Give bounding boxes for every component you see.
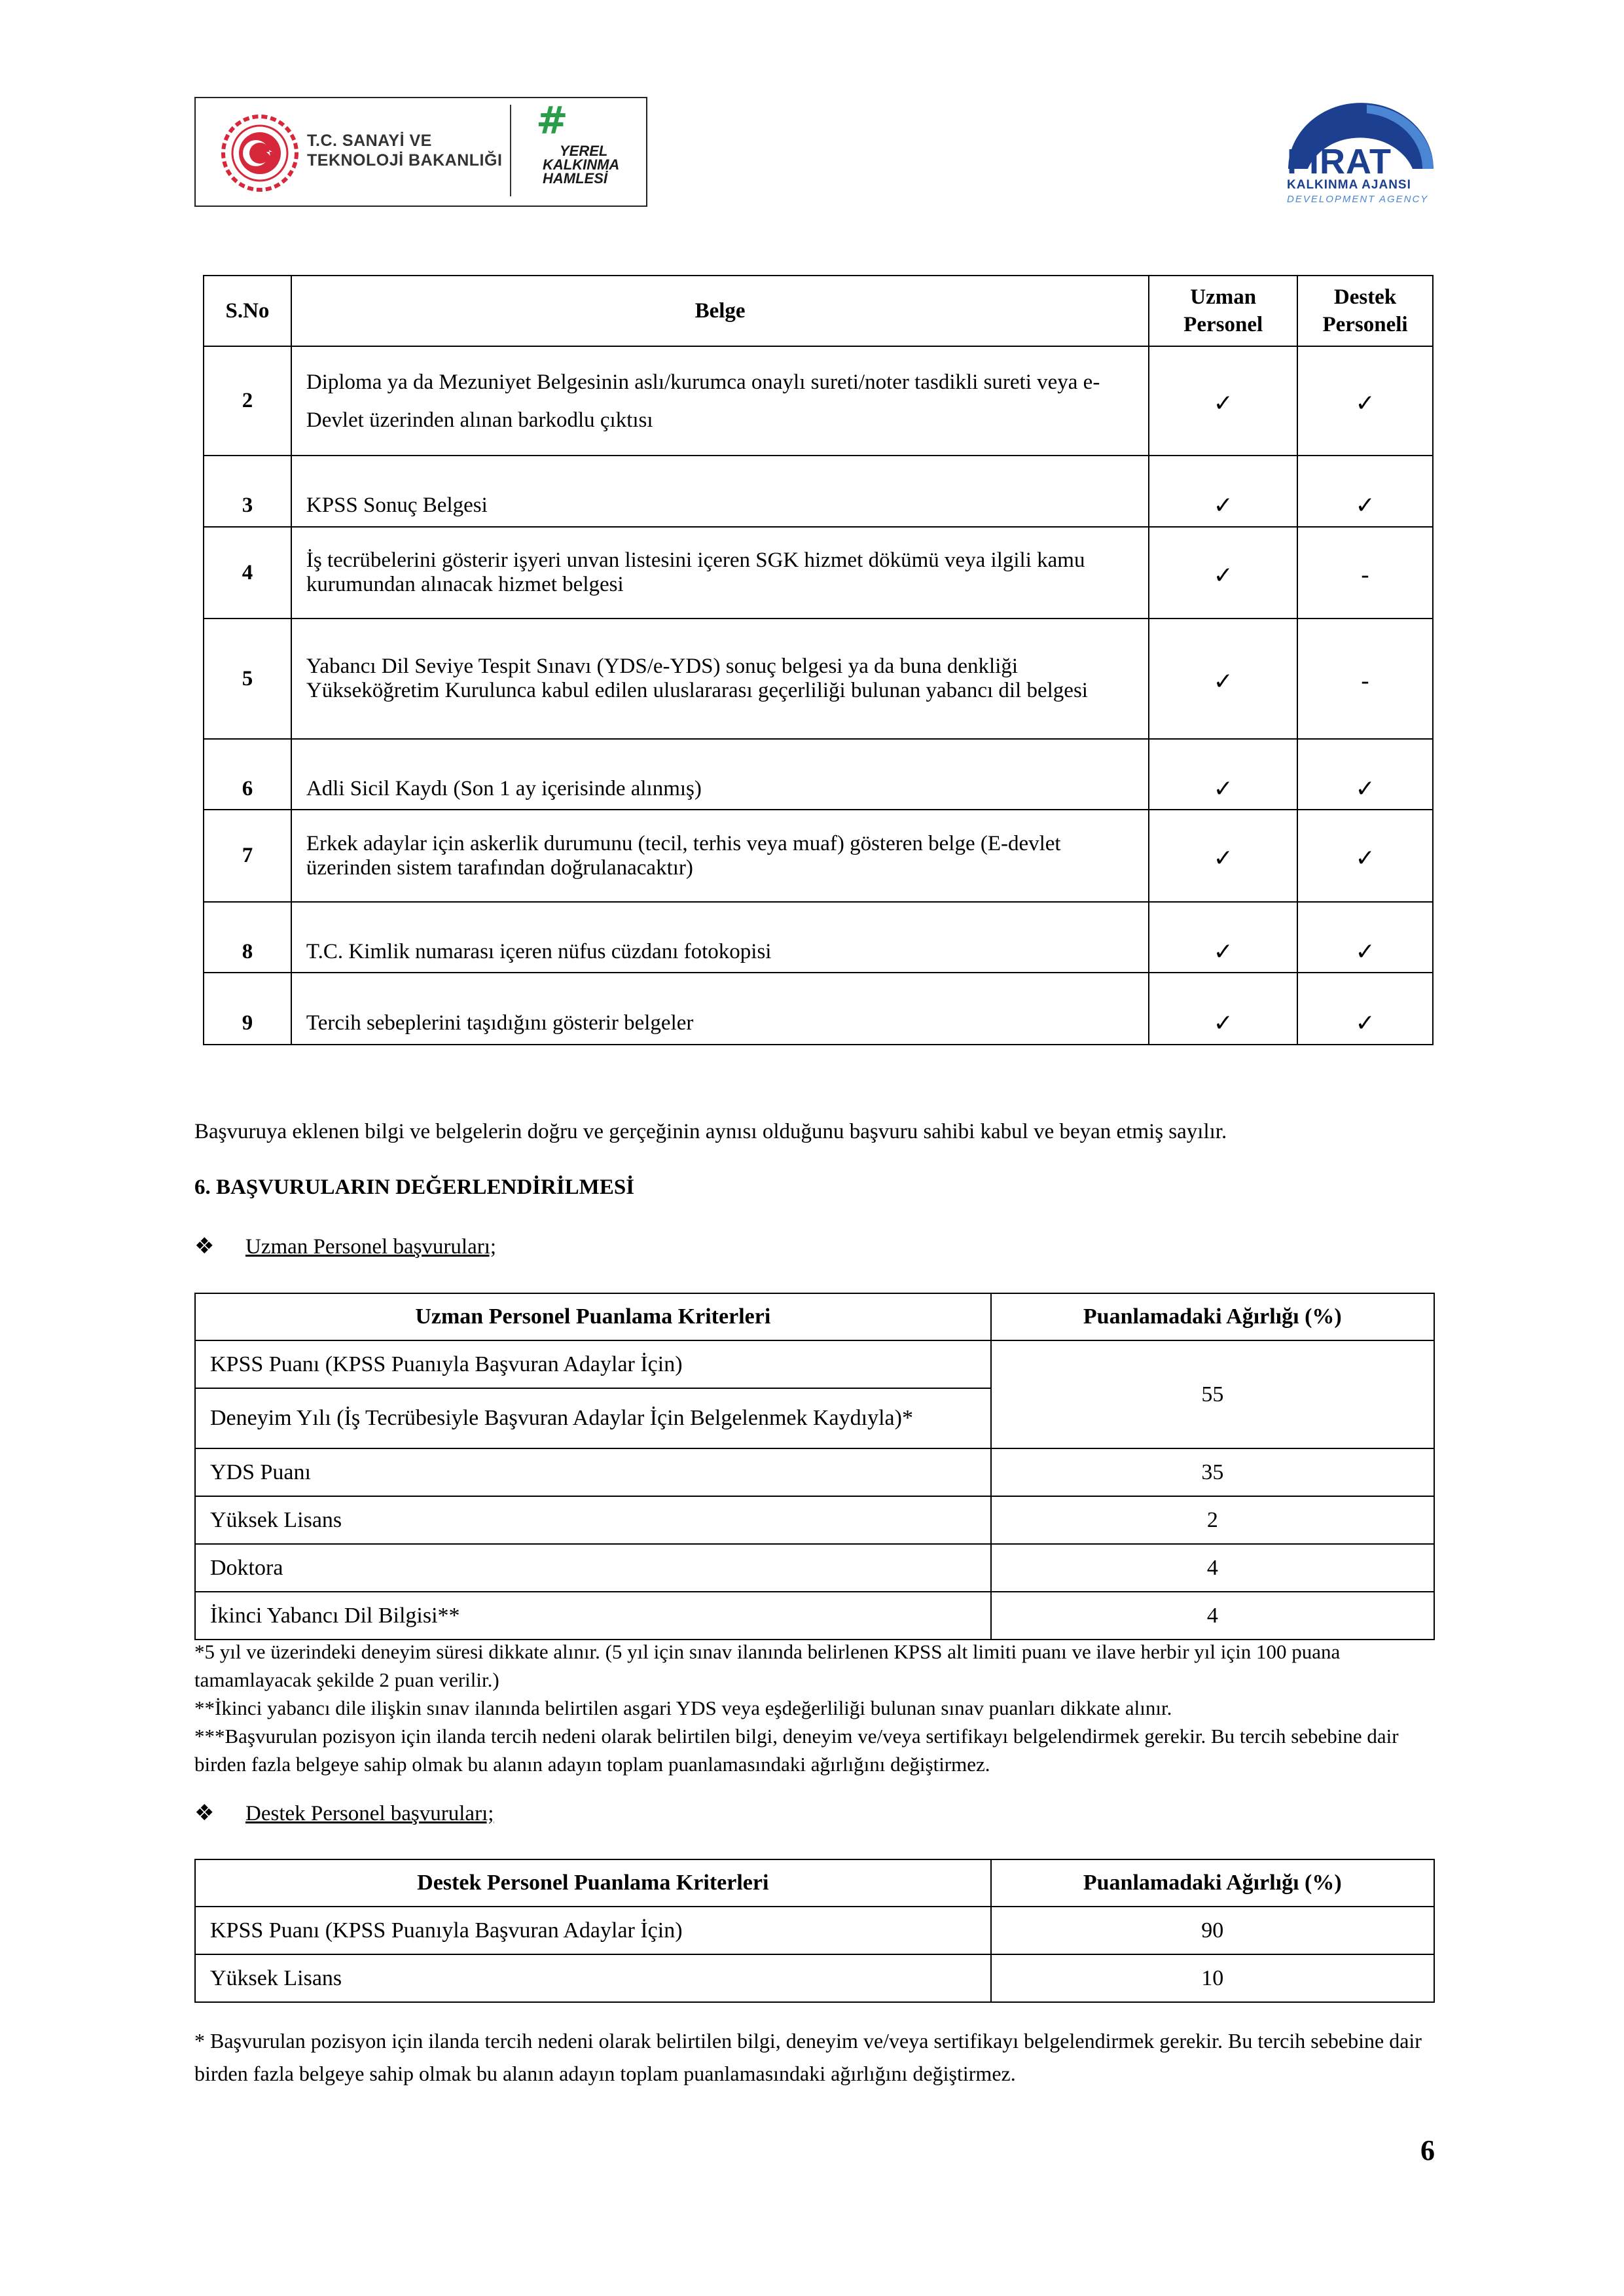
page-number: 6 bbox=[1420, 2134, 1435, 2166]
table-row bbox=[195, 1496, 1434, 1544]
uzman-check-icon: ✓ bbox=[1149, 810, 1297, 902]
destek-criteria-table bbox=[194, 1859, 1435, 2003]
table-header-row bbox=[195, 1293, 1434, 1340]
row-document: Tercih sebeplerini taşıdığını gösterir belgeler bbox=[291, 973, 1149, 1045]
header-belge: Belge bbox=[291, 276, 1149, 346]
row-number: 6 bbox=[204, 739, 291, 810]
destek-bullet-label: Destek Personel başvuruları; bbox=[245, 1802, 494, 1825]
uzman-bullet bbox=[194, 1233, 496, 1259]
note-deneyim: *5 yıl ve üzerindeki deneyim süresi dikkate alınır. (5 yıl için sınav ilanında belirlenen KPSS alt limiti puanı ve ilave herbir yıl için 100 puana tamamlayacak şekilde 2 puan verilir.) bbox=[194, 1640, 1341, 1691]
uzman-check-icon: ✓ bbox=[1149, 739, 1297, 810]
header-uzman: Uzman Personel bbox=[1149, 276, 1297, 346]
uzman-bullet-label: Uzman Personel başvuruları; bbox=[245, 1235, 497, 1259]
uzman-check-icon: ✓ bbox=[1149, 527, 1297, 619]
row-number: 7 bbox=[204, 810, 291, 902]
destek-dash: - bbox=[1297, 619, 1433, 739]
table-row bbox=[204, 456, 1433, 527]
destek-check-icon: ✓ bbox=[1297, 456, 1433, 527]
section-heading: 6. BAŞVURULARIN DEĞERLENDİRİLMESİ bbox=[194, 1175, 635, 1199]
criteria-label: İkinci Yabancı Dil Bilgisi** bbox=[195, 1592, 991, 1640]
destek-bullet bbox=[194, 1800, 494, 1826]
row-number: 4 bbox=[204, 527, 291, 619]
criteria-label: Yüksek Lisans bbox=[195, 1954, 991, 2002]
criteria-weight-merged: 55 bbox=[991, 1340, 1434, 1448]
uzman-check-icon: ✓ bbox=[1149, 346, 1297, 456]
row-number: 9 bbox=[204, 973, 291, 1045]
criteria-weight: 10 bbox=[991, 1954, 1434, 2002]
logo-divider bbox=[510, 105, 511, 196]
table-row bbox=[204, 527, 1433, 619]
criteria-weight: 4 bbox=[991, 1592, 1434, 1640]
header-criteria: Uzman Personel Puanlama Kriterleri bbox=[195, 1293, 991, 1340]
diamond-bullet-icon: ❖ bbox=[194, 1800, 215, 1826]
documents-table bbox=[203, 275, 1434, 1045]
firat-agency-logo bbox=[1282, 97, 1435, 209]
destek-check-icon: ✓ bbox=[1297, 902, 1433, 973]
table-row bbox=[195, 1592, 1434, 1640]
criteria-weight: 90 bbox=[991, 1907, 1434, 1954]
row-number: 5 bbox=[204, 619, 291, 739]
row-document: Erkek adaylar için askerlik durumunu (tecil, terhis veya muaf) gösteren belge (E-devlet üzerinden sistem tarafından doğrulanacaktır) bbox=[291, 810, 1149, 902]
uzman-notes bbox=[194, 1638, 1438, 1778]
uzman-check-icon: ✓ bbox=[1149, 619, 1297, 739]
row-document: Diploma ya da Mezuniyet Belgesinin aslı/kurumca onaylı sureti/noter tasdikli sureti veya e-Devlet üzerinden alınan barkodlu çıktısı bbox=[291, 346, 1149, 456]
note-ikinci-dil: **İkinci yabancı dile ilişkin sınav ilanında belirtilen asgari YDS veya eşdeğerliliği bulunan sınav puanları dikkate alınır. bbox=[194, 1696, 1172, 1719]
ministry-logo-box bbox=[194, 97, 647, 207]
table-row bbox=[204, 973, 1433, 1045]
row-number: 3 bbox=[204, 456, 291, 527]
criteria-label: Doktora bbox=[195, 1544, 991, 1592]
criteria-label: Deneyim Yılı (İş Tecrübesiyle Başvuran Adaylar İçin Belgelenmek Kaydıyla)* bbox=[195, 1388, 991, 1448]
table-row bbox=[195, 1544, 1434, 1592]
campaign-line-2: KALKINMA bbox=[543, 156, 620, 173]
table-row bbox=[195, 1340, 1434, 1388]
row-document: İş tecrübelerini gösterir işyeri unvan listesini içeren SGK hizmet dökümü veya ilgili kamu kurumundan alınacak hizmet belgesi bbox=[291, 527, 1149, 619]
table-row bbox=[195, 1907, 1434, 1954]
ministry-name bbox=[307, 131, 502, 170]
header-weight: Puanlamadaki Ağırlığı (%) bbox=[991, 1293, 1434, 1340]
hashtag-icon: # bbox=[536, 98, 568, 143]
criteria-weight: 4 bbox=[991, 1544, 1434, 1592]
agency-name: FIRAT bbox=[1287, 142, 1392, 181]
row-document: Adli Sicil Kaydı (Son 1 ay içerisinde alınmış) bbox=[291, 739, 1149, 810]
row-number: 8 bbox=[204, 902, 291, 973]
header-destek: Destek Personeli bbox=[1297, 276, 1433, 346]
criteria-label: YDS Puanı bbox=[195, 1448, 991, 1496]
table-row bbox=[204, 902, 1433, 973]
declaration-text: Başvuruya eklenen bilgi ve belgelerin doğru ve gerçeğinin aynısı olduğunu başvuru sahibi kabul ve beyan etmiş sayılır. bbox=[194, 1120, 1227, 1143]
diamond-bullet-icon: ❖ bbox=[194, 1233, 215, 1259]
table-header-row bbox=[204, 276, 1433, 346]
table-row bbox=[195, 1448, 1434, 1496]
destek-note: * Başvurulan pozisyon için ilanda tercih nedeni olarak belirtilen bilgi, deneyim ve/veya sertifikayı belgelendirmek gerekir. Bu tercih sebebine dair birden fazla belgeye sahip olmak bu alanın adayın toplam puanlamasındaki ağırlığını değiştirmez. bbox=[194, 2029, 1422, 2085]
criteria-label: KPSS Puanı (KPSS Puanıyla Başvuran Adaylar İçin) bbox=[195, 1907, 991, 1954]
destek-check-icon: ✓ bbox=[1297, 810, 1433, 902]
campaign-name bbox=[543, 144, 619, 185]
table-row bbox=[204, 739, 1433, 810]
campaign-line-1: YEREL bbox=[560, 143, 608, 159]
ministry-emblem-icon bbox=[219, 113, 300, 194]
table-row bbox=[204, 810, 1433, 902]
row-document: KPSS Sonuç Belgesi bbox=[291, 456, 1149, 527]
table-row bbox=[204, 346, 1433, 456]
destek-check-icon: ✓ bbox=[1297, 973, 1433, 1045]
table-row bbox=[204, 619, 1433, 739]
header-sno: S.No bbox=[204, 276, 291, 346]
destek-check-icon: ✓ bbox=[1297, 739, 1433, 810]
criteria-label: Yüksek Lisans bbox=[195, 1496, 991, 1544]
criteria-weight: 2 bbox=[991, 1496, 1434, 1544]
row-document: Yabancı Dil Seviye Tespit Sınavı (YDS/e-YDS) sonuç belgesi ya da buna denkliği Yükseköğretim Kurulunca kabul edilen uluslararası geçerliliği bulunan yabancı dil belgesi bbox=[291, 619, 1149, 739]
criteria-label: KPSS Puanı (KPSS Puanıyla Başvuran Adaylar İçin) bbox=[195, 1340, 991, 1388]
table-row bbox=[195, 1954, 1434, 2002]
ministry-line-1: T.C. SANAYİ VE bbox=[307, 132, 432, 150]
destek-dash: - bbox=[1297, 527, 1433, 619]
note-tercih: ***Başvurulan pozisyon için ilanda tercih nedeni olarak belirtilen bilgi, deneyim ve/veya sertifikayı belgelendirmek gerekir. Bu tercih sebebine dair birden fazla belgeye sahip olmak bu alanın adayın toplam puanlamasındaki ağırlığını değiştirmez. bbox=[194, 1725, 1399, 1776]
destek-check-icon: ✓ bbox=[1297, 346, 1433, 456]
uzman-check-icon: ✓ bbox=[1149, 973, 1297, 1045]
uzman-criteria-table bbox=[194, 1293, 1435, 1640]
table-header-row bbox=[195, 1859, 1434, 1907]
uzman-check-icon: ✓ bbox=[1149, 456, 1297, 527]
row-number: 2 bbox=[204, 346, 291, 456]
criteria-weight: 35 bbox=[991, 1448, 1434, 1496]
header-weight: Puanlamadaki Ağırlığı (%) bbox=[991, 1859, 1434, 1907]
campaign-line-3: HAMLESİ bbox=[543, 170, 607, 187]
ministry-line-2: TEKNOLOJİ BAKANLIĞI bbox=[307, 151, 503, 170]
header-criteria: Destek Personel Puanlama Kriterleri bbox=[195, 1859, 991, 1907]
agency-subtitle: KALKINMA AJANSI bbox=[1287, 178, 1411, 192]
row-document: T.C. Kimlik numarası içeren nüfus cüzdanı fotokopisi bbox=[291, 902, 1149, 973]
uzman-check-icon: ✓ bbox=[1149, 902, 1297, 973]
agency-english: DEVELOPMENT AGENCY bbox=[1287, 194, 1429, 205]
